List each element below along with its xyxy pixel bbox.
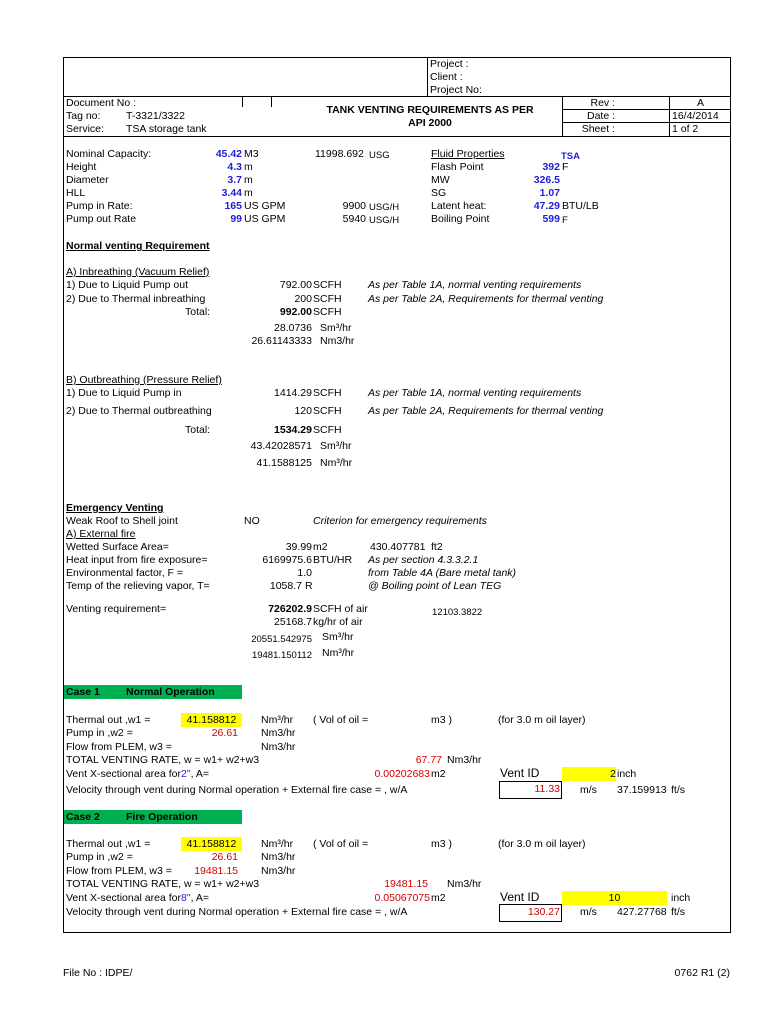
outbreathing-sm3-unit: Sm³/hr <box>320 440 352 452</box>
case2-total-label: TOTAL VENTING RATE, w = w1+ w2+w3 <box>66 878 260 890</box>
case1-total-label: TOTAL VENTING RATE, w = w1+ w2+w3 <box>66 754 260 766</box>
case1-w2-unit: Nm3/hr <box>261 727 296 739</box>
case2-area-value: 0.05067075 <box>374 892 430 904</box>
venting-sm3: 20551.542975 <box>251 634 312 645</box>
rev-value: A <box>696 97 704 109</box>
case2-velocity-fts-unit: ft/s <box>671 906 686 918</box>
case2-w1-unit: Nm³/hr <box>261 838 294 850</box>
outbreathing-thermal-unit: SCFH <box>313 405 342 417</box>
diameter-unit: m <box>244 174 253 186</box>
height-value: 4.3 <box>227 161 242 173</box>
outbreathing-pump-note: As per Table 1A, normal venting requirements <box>368 387 582 399</box>
case2-header-bar <box>64 810 242 824</box>
heat-input-unit: BTU/HR <box>313 554 353 566</box>
case1-vent-id-label: Vent ID <box>500 766 540 780</box>
fluid-name: TSA <box>561 151 580 162</box>
outbreathing-thermal-label: 2) Due to Thermal outbreathing <box>66 405 212 417</box>
outbreathing-nm3: 41.1588125 <box>256 457 312 469</box>
case2-velocity-fts: 427.27768 <box>617 906 667 918</box>
sg-label: SG <box>431 187 447 199</box>
case1-vol-unit: m3 ) <box>431 714 452 726</box>
vapor-temp-label: Temp of the relieving vapor, T= <box>66 580 210 592</box>
case1-velocity-fts: 37.159913 <box>617 784 667 796</box>
mw-value: 326.5 <box>533 174 560 186</box>
case2-w3-value: 19481.15 <box>194 865 238 877</box>
case1-w3-unit: Nm3/hr <box>261 741 296 753</box>
nominal-capacity-label: Nominal Capacity: <box>66 148 152 160</box>
wetted-area-ft2: 430.407781 <box>370 541 426 553</box>
tag-no-value: T-3321/3322 <box>126 110 185 122</box>
inbreathing-sm3-unit: Sm³/hr <box>320 322 352 334</box>
case1-total-value: 67.77 <box>415 754 442 766</box>
nominal-capacity-usg-unit: USG <box>369 150 390 161</box>
inbreathing-thermal-label: 2) Due to Thermal inbreathing <box>66 293 206 305</box>
heat-input-note: As per section 4.3.3.2.1 <box>368 554 479 566</box>
case1-total-unit: Nm3/hr <box>447 754 482 766</box>
case1-oil-layer: (for 3.0 m oil layer) <box>498 714 586 726</box>
wetted-area-ft2-unit: ft2 <box>431 541 443 553</box>
outbreathing-nm3-unit: Nm³/hr <box>320 457 353 469</box>
case2-oil-layer: (for 3.0 m oil layer) <box>498 838 586 850</box>
nominal-capacity-usg: 11998.692 <box>315 148 364 160</box>
inbreathing-nm3: 26.61143333 <box>251 335 312 347</box>
case2-area-label-b: , A= <box>190 892 209 904</box>
case1-w3-label: Flow from PLEM, w3 = <box>66 741 172 753</box>
footer-doc-ref: 0762 R1 (2) <box>674 967 730 979</box>
inbreathing-total-unit: SCFH <box>313 306 342 318</box>
case2-w1-label: Thermal out ,w1 = <box>66 838 151 850</box>
outbreathing-total-unit: SCFH <box>313 424 342 436</box>
case1-area-value: 0.00202683 <box>374 768 430 780</box>
inbreathing-pump-note: As per Table 1A, normal venting requirements <box>368 279 582 291</box>
inbreathing-pump-unit: SCFH <box>313 279 342 291</box>
hll-value: 3.44 <box>221 187 242 199</box>
case1-velocity-fts-unit: ft/s <box>671 784 686 796</box>
client-label: Client : <box>430 71 463 83</box>
latent-heat-label: Latent heat: <box>431 200 487 212</box>
case2-vol-label: ( Vol of oil = <box>313 838 369 850</box>
case1-area-size: 2" <box>180 768 191 780</box>
heat-input-value: 6169975.6 <box>262 554 312 566</box>
inbreathing-thermal-value: 200 <box>294 293 312 305</box>
case1-vent-id-unit: inch <box>617 768 637 780</box>
case1-area-label-b: , A= <box>190 768 209 780</box>
pump-out-label: Pump out Rate <box>66 213 137 225</box>
vapor-temp-value: 1058.7 <box>269 580 302 592</box>
latent-heat-value: 47.29 <box>533 200 560 212</box>
doc-title-line2: API 2000 <box>408 117 452 129</box>
emergency-venting-title: Emergency Venting <box>66 502 164 514</box>
boiling-point-label: Boiling Point <box>431 213 490 225</box>
outbreathing-sm3: 43.42028571 <box>250 440 312 452</box>
pump-out-usgh: 5940 <box>342 213 366 225</box>
case1-header-bar <box>64 685 242 699</box>
docno-divider-2 <box>271 97 272 107</box>
case1-w1-value: 41.158812 <box>181 713 242 727</box>
inbreathing-thermal-unit: SCFH <box>313 293 342 305</box>
case2-vent-id-unit: inch <box>671 892 691 904</box>
height-label: Height <box>66 161 97 173</box>
vapor-temp-unit: R <box>305 580 313 592</box>
document-no-label: Document No : <box>66 97 137 109</box>
venting-requirement-label: Venting requirement= <box>66 603 167 615</box>
doc-title-line1: TANK VENTING REQUIREMENTS AS PER <box>326 104 534 116</box>
sg-value: 1.07 <box>539 187 560 199</box>
wetted-area-label: Wetted Surface Area= <box>66 541 169 553</box>
nominal-capacity-unit: M3 <box>244 148 259 160</box>
pump-in-usgh: 9900 <box>342 200 366 212</box>
pump-out-value: 99 <box>230 213 242 225</box>
venting-requirement-unit: SCFH of air <box>313 603 368 615</box>
case1-area-label-a: Vent X-sectional area for <box>66 768 181 780</box>
case2-total-value: 19481.15 <box>384 878 428 890</box>
inbreathing-thermal-note: As per Table 2A, Requirements for thermal venting <box>368 293 604 305</box>
env-factor-label: Environmental factor, F = <box>66 567 184 579</box>
case2-w1-value: 41.158812 <box>181 837 242 851</box>
case2-velocity-value: 130.27 <box>527 906 560 918</box>
normal-venting-title: Normal venting Requirement <box>66 240 210 252</box>
case1-area-label <box>66 768 209 781</box>
header-bottom-line <box>63 136 731 137</box>
case2-velocity-unit: m/s <box>580 906 597 918</box>
rev-label: Rev : <box>590 97 615 109</box>
case2-area-size: 8" <box>180 892 191 904</box>
case1-w1-unit: Nm³/hr <box>261 714 294 726</box>
venting-sm3-unit: Sm³/hr <box>322 631 354 643</box>
case2-vol-unit: m3 ) <box>431 838 452 850</box>
case1-velocity-value: 11.33 <box>534 783 560 795</box>
inbreathing-nm3-unit: Nm3/hr <box>320 335 355 347</box>
case2-area-label <box>66 892 209 905</box>
inbreathing-pump-value: 792.00 <box>279 279 312 291</box>
venting-kg-unit: kg/hr of air <box>313 616 363 628</box>
service-label: Service: <box>66 123 104 135</box>
case1-title: Normal Operation <box>126 686 215 698</box>
venting-kg-value: 25168.7 <box>274 616 312 628</box>
case2-vent-id-label: Vent ID <box>500 890 540 904</box>
pump-in-unit: US GPM <box>244 200 286 212</box>
project-label: Project : <box>430 58 469 70</box>
flash-point-label: Flash Point <box>431 161 484 173</box>
outbreathing-pump-unit: SCFH <box>313 387 342 399</box>
outbreathing-thermal-value: 120 <box>294 405 312 417</box>
env-factor-note: from Table 4A (Bare metal tank) <box>368 567 517 579</box>
inbreathing-pump-label: 1) Due to Liquid Pump out <box>66 279 188 291</box>
heat-input-label: Heat input from fire exposure= <box>66 554 208 566</box>
date-label: Date : <box>586 110 615 122</box>
outbreathing-title: B) Outbreathing (Pressure Relief) <box>66 374 222 386</box>
outbreathing-total-value: 1534.29 <box>274 424 312 436</box>
docno-divider-1 <box>242 97 243 107</box>
hll-label: HLL <box>66 187 86 199</box>
footer-file-no: File No : IDPE/ <box>63 967 133 979</box>
outbreathing-pump-value: 1414.29 <box>274 387 312 399</box>
hll-unit: m <box>244 187 253 199</box>
case1-area-unit: m2 <box>431 768 446 780</box>
case2-area-unit: m2 <box>431 892 446 904</box>
tag-no-label: Tag no: <box>66 110 101 122</box>
inbreathing-total-label: Total: <box>185 306 211 318</box>
outbreathing-total-label: Total: <box>185 424 211 436</box>
outbreathing-thermal-note: As per Table 2A, Requirements for thermal venting <box>368 405 604 417</box>
sheet-value: 1 of 2 <box>672 123 699 135</box>
sheet-frame <box>63 57 731 933</box>
case2-w3-label: Flow from PLEM, w3 = <box>66 865 172 877</box>
date-value: 16/4/2014 <box>672 110 719 122</box>
flash-point-unit: F <box>562 161 569 173</box>
service-value: TSA storage tank <box>126 123 207 135</box>
venting-requirement-extra: 12103.3822 <box>432 607 483 618</box>
case2-velocity-label: Velocity through vent during Normal operation + External fire case = , w/A <box>66 906 408 918</box>
boiling-point-value: 599 <box>542 213 560 225</box>
wetted-area-unit: m2 <box>313 541 328 553</box>
case1-vent-id-value[interactable]: 2 <box>562 767 616 781</box>
height-unit: m <box>244 161 253 173</box>
pump-out-unit: US GPM <box>244 213 286 225</box>
venting-nm3: 19481.150112 <box>251 650 312 661</box>
inbreathing-title: A) Inbreathing (Vacuum Relief) <box>66 266 210 278</box>
boiling-point-unit: F <box>562 215 568 226</box>
rev-block-left <box>562 97 563 136</box>
pump-out-usgh-unit: USG/H <box>369 215 400 226</box>
pump-in-label: Pump in Rate: <box>66 200 133 212</box>
pump-in-usgh-unit: USG/H <box>369 202 400 213</box>
venting-nm3-unit: Nm³/hr <box>322 647 355 659</box>
venting-requirement-value: 726202.9 <box>268 603 312 615</box>
case2-label: Case 2 <box>66 811 100 823</box>
case1-velocity-unit: m/s <box>580 784 597 796</box>
case2-w2-unit: Nm3/hr <box>261 851 296 863</box>
nominal-capacity-value: 45.42 <box>215 148 242 160</box>
project-divider <box>427 57 428 97</box>
outbreathing-pump-label: 1) Due to Liquid Pump in <box>66 387 182 399</box>
weak-roof-label: Weak Roof to Shell joint <box>66 515 178 527</box>
case1-w2-value: 26.61 <box>211 727 238 739</box>
project-no-label: Project No: <box>430 84 482 96</box>
case1-vol-label: ( Vol of oil = <box>313 714 369 726</box>
vapor-temp-note: @ Boiling point of Lean TEG <box>368 580 502 592</box>
inbreathing-total-value: 992.00 <box>279 306 312 318</box>
case2-w3-unit: Nm3/hr <box>261 865 296 877</box>
case2-total-unit: Nm3/hr <box>447 878 482 890</box>
pump-in-value: 165 <box>224 200 242 212</box>
case2-w2-label: Pump in ,w2 = <box>66 851 133 863</box>
case2-title: Fire Operation <box>126 811 198 823</box>
fluid-properties-title: Fluid Properties <box>431 148 505 160</box>
weak-roof-value: NO <box>244 515 260 527</box>
case2-w2-value: 26.61 <box>211 851 238 863</box>
case1-velocity-label: Velocity through vent during Normal operation + External fire case = , w/A <box>66 784 408 796</box>
case2-area-label-a: Vent X-sectional area for <box>66 892 181 904</box>
header-top-line <box>63 96 731 97</box>
diameter-label: Diameter <box>66 174 109 186</box>
mw-label: MW <box>431 174 450 186</box>
weak-roof-note: Criterion for emergency requirements <box>313 515 487 527</box>
diameter-value: 3.7 <box>227 174 242 186</box>
external-fire-title: A) External fire <box>66 528 136 540</box>
case1-w2-label: Pump in ,w2 = <box>66 727 133 739</box>
sheet-label: Sheet : <box>581 123 615 135</box>
latent-heat-unit: BTU/LB <box>562 200 599 212</box>
case2-vent-id-value[interactable]: 10 <box>562 891 667 905</box>
inbreathing-sm3: 28.0736 <box>274 322 312 334</box>
env-factor-value: 1.0 <box>297 567 312 579</box>
wetted-area-value: 39.99 <box>285 541 312 553</box>
flash-point-value: 392 <box>542 161 560 173</box>
case1-label: Case 1 <box>66 686 100 698</box>
case1-w1-label: Thermal out ,w1 = <box>66 714 151 726</box>
